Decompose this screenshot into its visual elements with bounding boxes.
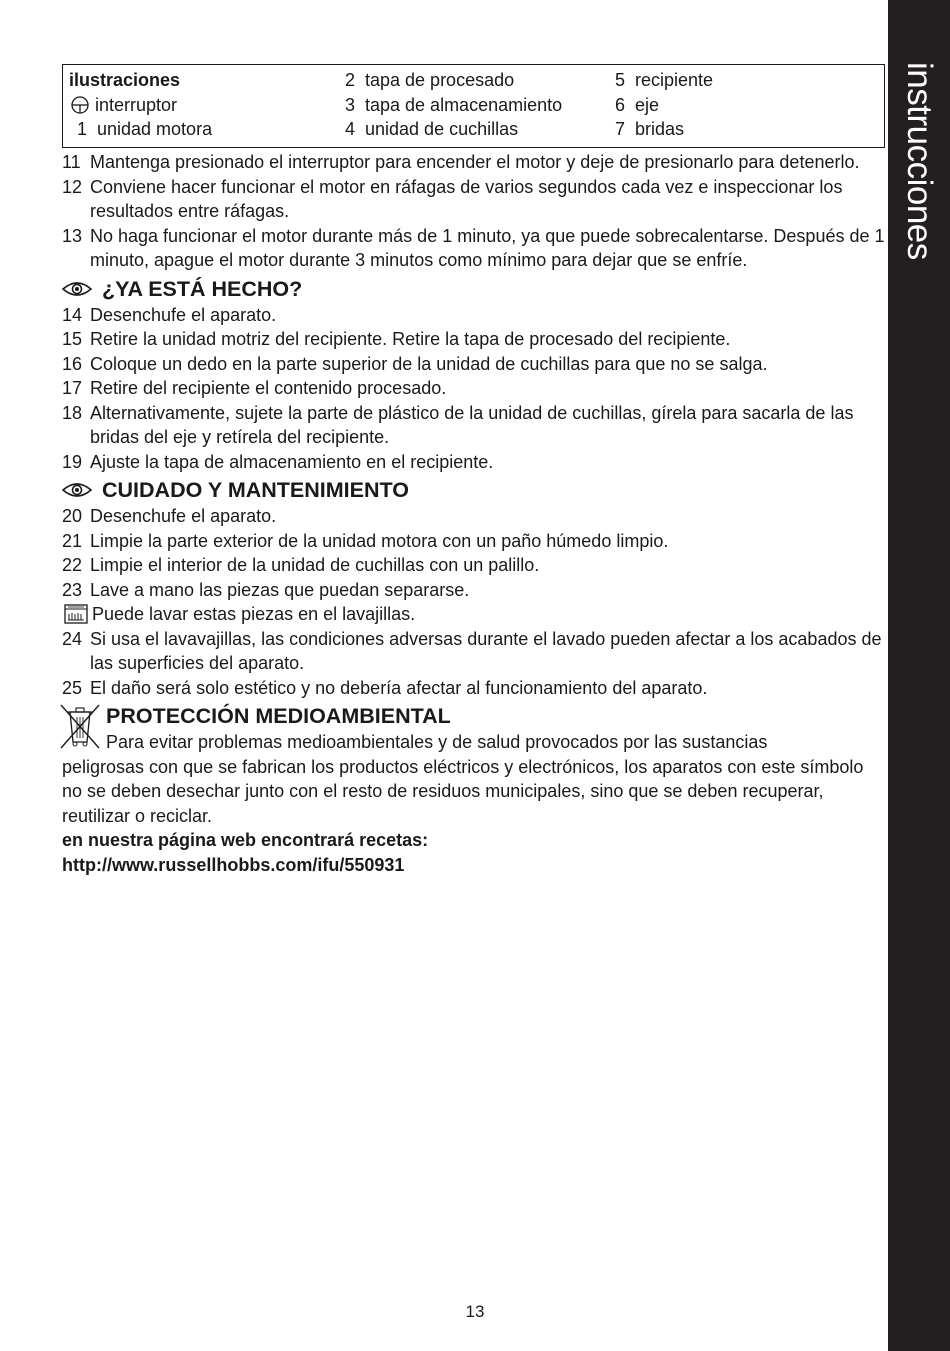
- step: 18 Alternativamente, sujete la parte de plástico de la unidad de cuchillas, gírela para sacarla de las bridas del eje y retírela del recipiente.: [62, 402, 854, 447]
- side-tab: [888, 0, 950, 1351]
- illustration-item: 5 recipiente: [614, 70, 714, 90]
- step: 24 Si usa el lavavajillas, las condiciones adversas durante el lavado pueden afectar a los acabados de las superficies del aparato.: [62, 628, 882, 673]
- instructions-content: [62, 150, 888, 877]
- environment-text-first: Para evitar problemas medioambientales y de salud provocados por las sustancias: [106, 732, 768, 752]
- step: 20 Desenchufe el aparato.: [62, 506, 277, 526]
- step: 16 Coloque un dedo en la parte superior de la unidad de cuchillas para que no se salga.: [62, 353, 768, 374]
- illustrations-column-1: [69, 68, 212, 142]
- illustration-item: 7 bridas: [614, 119, 685, 139]
- dishwasher-note: Puede lavar estas piezas en el lavajillas.: [62, 602, 888, 627]
- switch-label: interruptor: [95, 94, 178, 115]
- side-tab-label: instrucciones: [900, 62, 939, 260]
- recipes-url[interactable]: http://www.russellhobbs.com/ifu/550931: [62, 854, 405, 875]
- illustration-item: 2 tapa de procesado: [344, 70, 515, 90]
- illustration-item: 6 eje: [614, 94, 660, 115]
- illustrations-column-3: [603, 68, 713, 142]
- illustrations-column-2: [333, 68, 562, 142]
- step: 14 Desenchufe el aparato.: [62, 304, 277, 325]
- page-number: 13: [465, 1302, 485, 1321]
- crossed-bin-icon: [58, 702, 102, 750]
- step: 19 Ajuste la tapa de almacenamiento en el recipiente.: [62, 451, 494, 472]
- switch-icon: [71, 96, 89, 114]
- eye-icon: [62, 482, 92, 498]
- environment-text: peligrosas con que se fabrican los productos eléctricos y electrónicos, los aparatos con este símbolo no se deben desechar junto con el resto de residuos municipales, sino que se deben recuperar, reutilizar o reciclar.: [62, 756, 864, 826]
- heading-environment: PROTECCIÓN MEDIOAMBIENTAL: [106, 704, 451, 728]
- illustration-item: 3 tapa de almacenamiento: [344, 94, 563, 115]
- step: 12 Conviene hacer funcionar el motor en ráfagas de varios segundos cada vez e inspeccionar los resultados entre ráfagas.: [62, 176, 843, 221]
- step: 17 Retire del recipiente el contenido procesado.: [62, 378, 447, 398]
- eye-icon: [62, 281, 92, 297]
- step: 11 Mantenga presionado el interruptor para encender el motor y deje de presionarlo para detenerlo.: [62, 152, 860, 172]
- environment-section: [62, 702, 888, 828]
- recipes-label: en nuestra página web encontrará recetas:: [62, 830, 429, 850]
- switch-legend-row: [69, 93, 212, 118]
- step: 21 Limpie la parte exterior de la unidad motora con un paño húmedo limpio.: [62, 530, 669, 551]
- step: 13 No haga funcionar el motor durante más de 1 minuto, ya que puede sobrecalentarse. Después de 1 minuto, apague el motor durante 3 minutos como mínimo para dejar que se enfríe.: [62, 225, 885, 270]
- step: 22 Limpie el interior de la unidad de cuchillas con un palillo.: [62, 555, 540, 575]
- illustration-item: 1 unidad motora: [76, 119, 213, 139]
- dishwasher-icon: [64, 604, 88, 624]
- heading-done: ¿YA ESTÁ HECHO?: [62, 275, 888, 303]
- heading-care: CUIDADO Y MANTENIMIENTO: [62, 476, 888, 504]
- step: 23 Lave a mano las piezas que puedan separarse.: [62, 579, 470, 600]
- step: 15 Retire la unidad motriz del recipiente. Retire la tapa de procesado del recipiente.: [62, 329, 731, 349]
- illustrations-box: [62, 64, 885, 148]
- illustrations-title: ilustraciones: [69, 70, 181, 90]
- step: 25 El daño será solo estético y no debería afectar al funcionamiento del aparato.: [62, 677, 708, 698]
- illustration-item: 4 unidad de cuchillas: [344, 119, 519, 139]
